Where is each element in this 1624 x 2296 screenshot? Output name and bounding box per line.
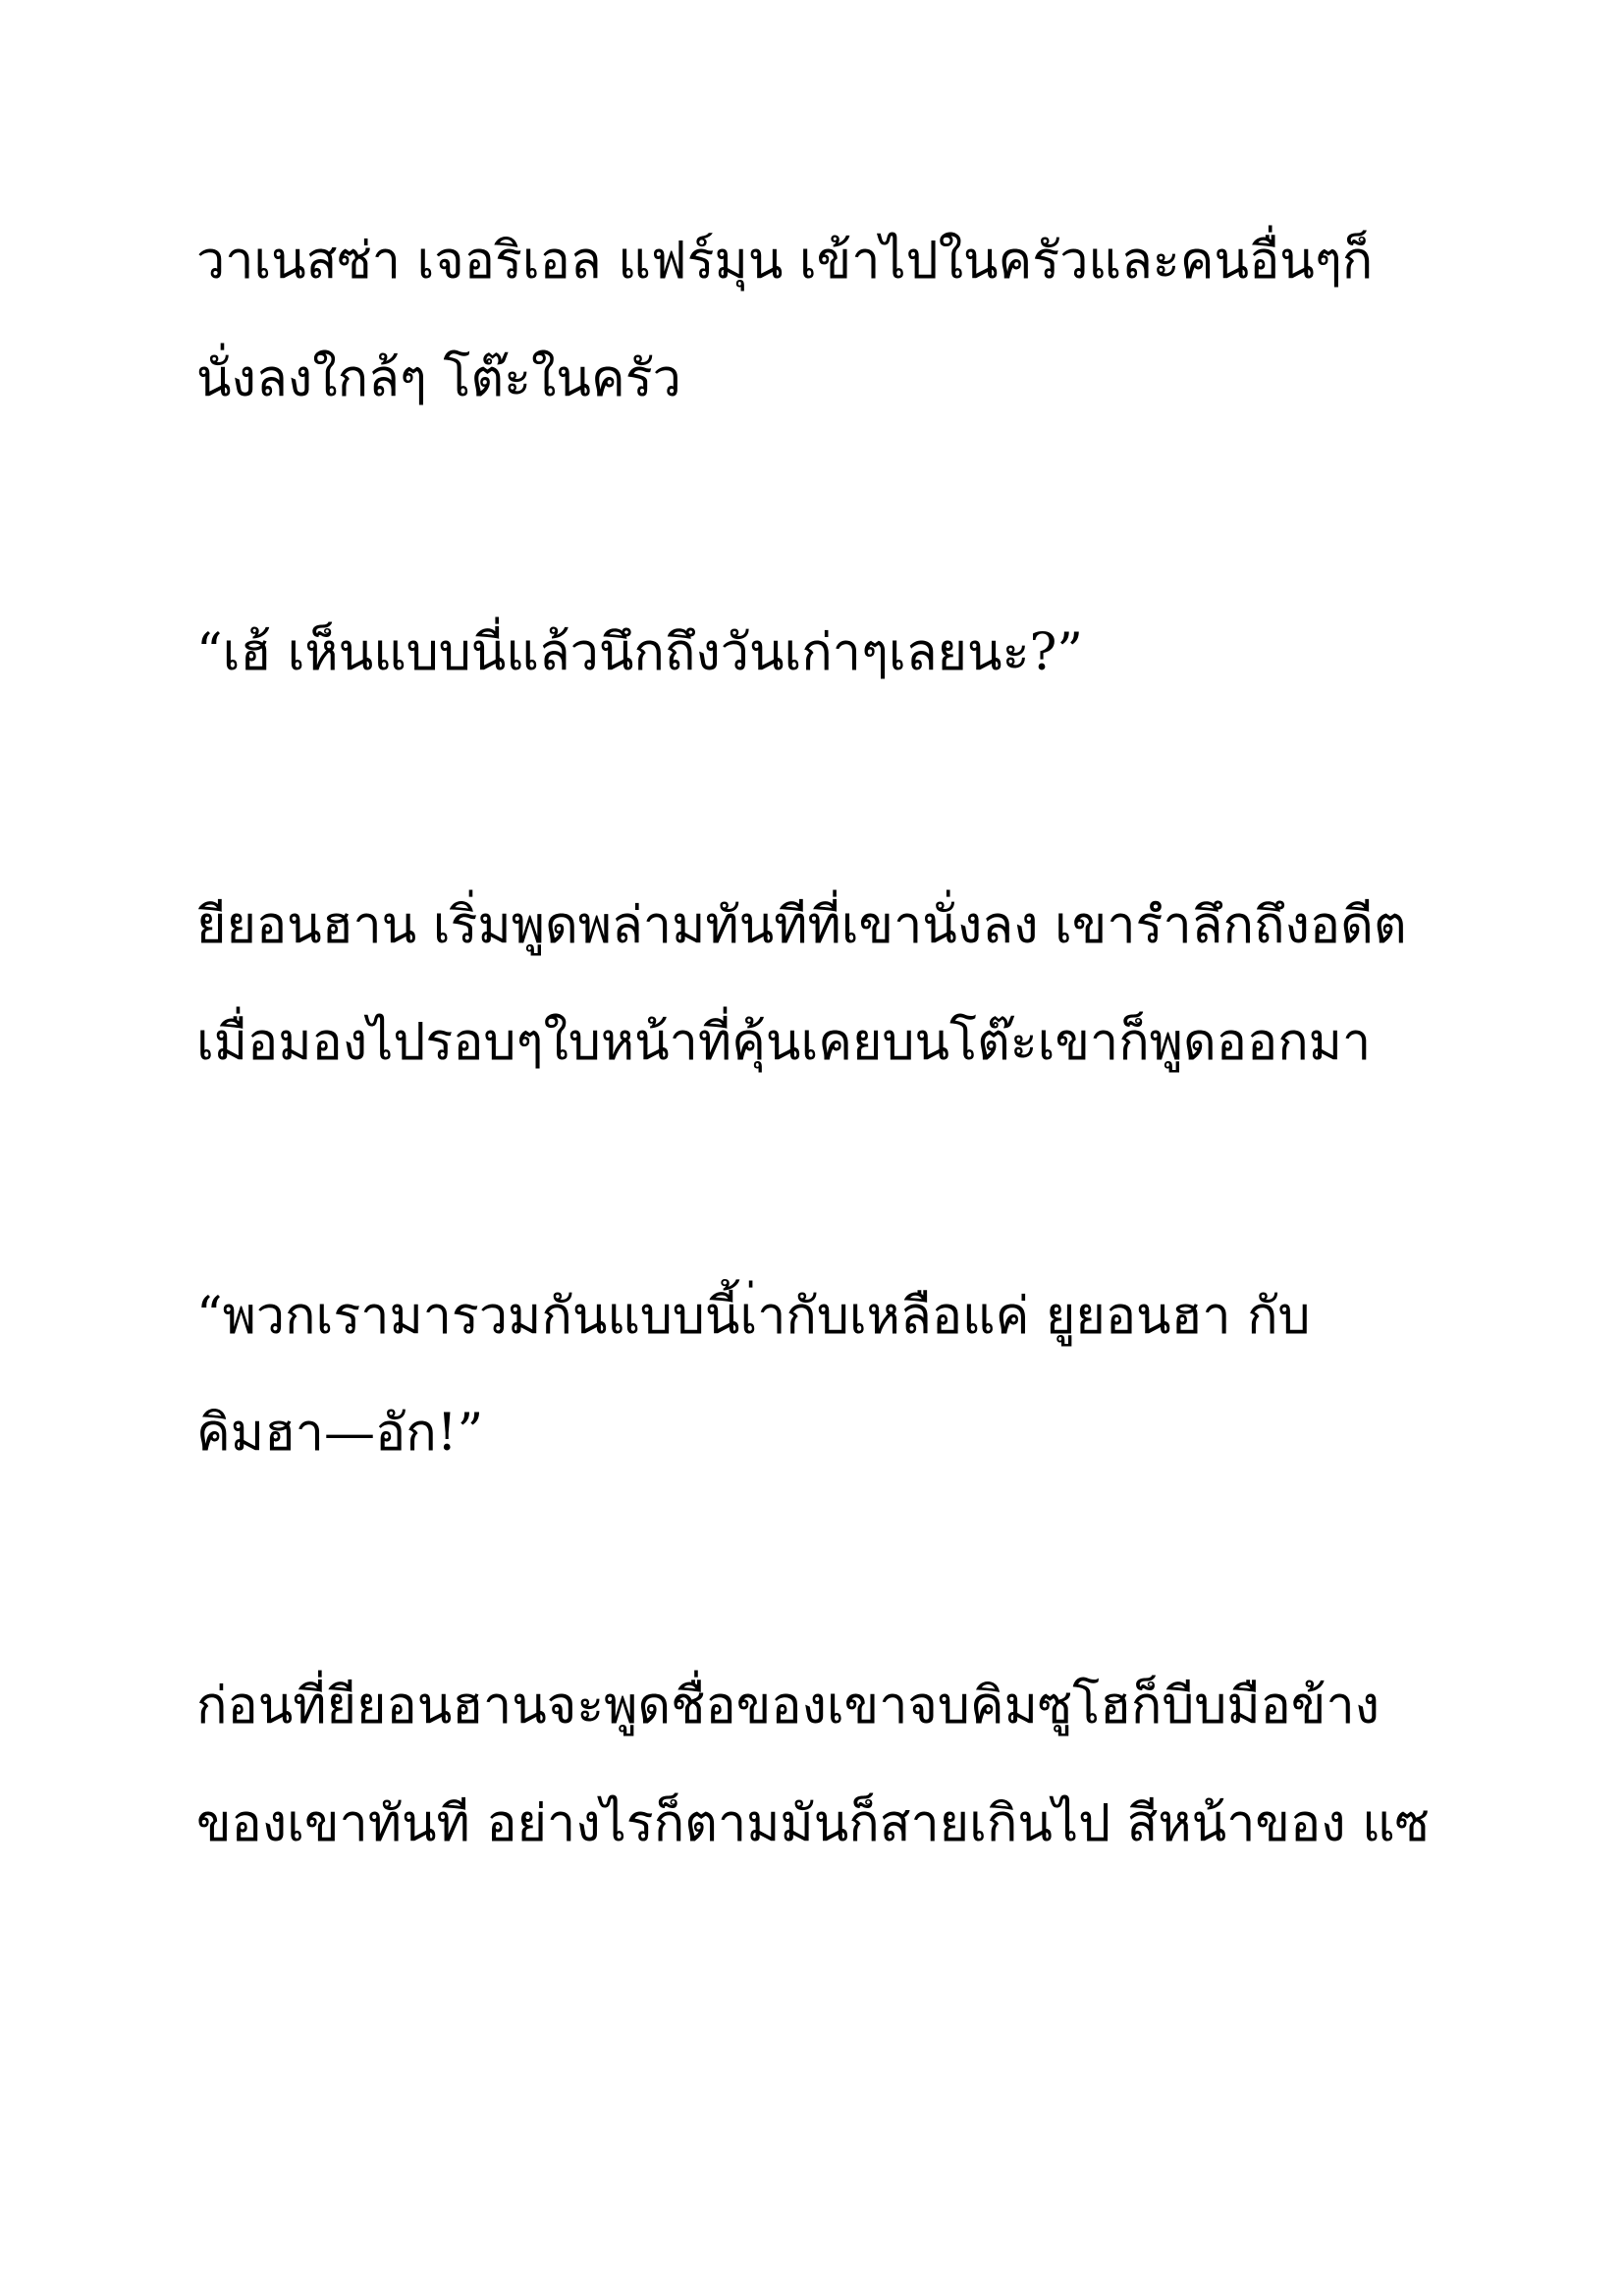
paragraph-3-line-1: ยียอนฮาน เริ่มพูดพล่ามทันทีที่เขานั่งลง เขารำลึกถึงอดีต (196, 896, 1407, 955)
paragraph-5-line-2: ของเขาทันที อย่างไรก็ตามมันก็สายเกินไป สีหน้าของ แซ (196, 1794, 1430, 1853)
paragraph-1-line-1: วาเนสซ่า เจอริเอล แฟร์มุน เข้าไปในครัวและคนอื่นๆก็ (196, 232, 1374, 291)
paragraph-4-line-1: “พวกเรามารวมกันแบบนี้เ่ากับเหลือแค่ ยูยอนฮา กับ (196, 1287, 1311, 1346)
paragraph-1-line-2: นั่งลงใกล้ๆ โต๊ะในครัว (196, 349, 681, 408)
paragraph-4-line-2: คิมฮา—อัก!” (196, 1404, 484, 1463)
paragraph-5-line-1: ก่อนที่ยียอนฮานจะพูดชื่อของเขาจบคิมซูโฮก็บีบมือข้าง (196, 1677, 1380, 1735)
paragraph-3-line-2: เมื่อมองไปรอบๆใบหน้าที่คุ้นเคยบนโต๊ะเขาก็พูดออกมา (196, 1013, 1372, 1072)
paragraph-2-line-1: “เฮ้ เห็นแบบนี่แล้วนึกถึงวันเก่าๆเลยนะ?” (196, 623, 1083, 682)
